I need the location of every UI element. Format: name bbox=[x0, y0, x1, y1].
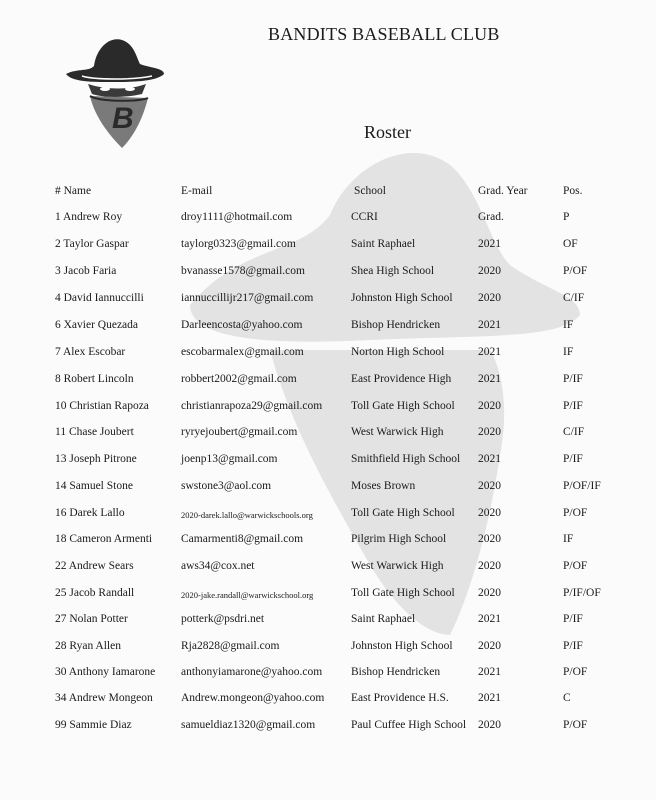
player-email: taylorg0323@gmail.com bbox=[181, 238, 296, 250]
player-name: 34 Andrew Mongeon bbox=[55, 692, 153, 704]
column-header-school: School bbox=[354, 185, 386, 197]
player-name: 2 Taylor Gaspar bbox=[55, 238, 129, 250]
player-name: 3 Jacob Faria bbox=[55, 265, 117, 277]
player-grad-year: 2020 bbox=[478, 533, 501, 545]
table-row bbox=[0, 400, 656, 418]
player-email: bvanasse1578@gmail.com bbox=[181, 265, 305, 277]
table-row bbox=[0, 346, 656, 364]
player-grad-year: 2021 bbox=[478, 373, 501, 385]
player-grad-year: 2020 bbox=[478, 507, 501, 519]
player-position: P/IF bbox=[563, 453, 583, 465]
player-email: escobarmalex@gmail.com bbox=[181, 346, 304, 358]
player-position: P/IF bbox=[563, 373, 583, 385]
table-row bbox=[0, 453, 656, 471]
player-name: 11 Chase Joubert bbox=[55, 426, 134, 438]
player-grad-year: 2020 bbox=[478, 426, 501, 438]
player-email: iannuccillijr217@gmail.com bbox=[181, 292, 314, 304]
player-email: ryryejoubert@gmail.com bbox=[181, 426, 298, 438]
logo-letter: B bbox=[112, 102, 134, 135]
player-name: 30 Anthony Iamarone bbox=[55, 666, 156, 678]
player-school: West Warwick High bbox=[351, 426, 444, 438]
player-school: Toll Gate High School bbox=[351, 507, 455, 519]
player-school: Pilgrim High School bbox=[351, 533, 447, 545]
table-row bbox=[0, 613, 656, 631]
table-row bbox=[0, 692, 656, 710]
player-name: 27 Nolan Potter bbox=[55, 613, 128, 625]
player-name: 10 Christian Rapoza bbox=[55, 400, 149, 412]
bandit-cowboy-logo-icon bbox=[60, 28, 170, 153]
player-school: Bishop Hendricken bbox=[351, 666, 441, 678]
player-email: Rja2828@gmail.com bbox=[181, 640, 280, 652]
table-row bbox=[0, 587, 656, 605]
player-grad-year: 2021 bbox=[478, 346, 501, 358]
player-grad-year: 2020 bbox=[478, 265, 501, 277]
player-position: P/IF bbox=[563, 400, 583, 412]
player-name: 99 Sammie Diaz bbox=[55, 719, 132, 731]
player-school: Shea High School bbox=[351, 265, 435, 277]
table-row bbox=[0, 666, 656, 684]
player-position: P/OF bbox=[563, 560, 588, 572]
player-name: 13 Joseph Pitrone bbox=[55, 453, 137, 465]
player-name: 25 Jacob Randall bbox=[55, 587, 135, 599]
player-name: 18 Cameron Armenti bbox=[55, 533, 153, 545]
player-position: P/OF bbox=[563, 719, 588, 731]
table-row bbox=[0, 533, 656, 551]
player-grad-year: 2021 bbox=[478, 692, 501, 704]
player-position: P/OF bbox=[563, 265, 588, 277]
player-name: 1 Andrew Roy bbox=[55, 211, 123, 223]
player-name: 4 David Iannuccilli bbox=[55, 292, 144, 304]
player-name: 6 Xavier Quezada bbox=[55, 319, 139, 331]
column-header-grad-year: Grad. Year bbox=[478, 185, 528, 197]
player-position: IF bbox=[563, 346, 574, 358]
table-row bbox=[0, 480, 656, 498]
player-school: Toll Gate High School bbox=[351, 400, 455, 412]
player-email: anthonyiamarone@yahoo.com bbox=[181, 666, 323, 678]
player-school: Paul Cuffee High School bbox=[351, 719, 467, 731]
player-email: Andrew.mongeon@yahoo.com bbox=[181, 692, 325, 704]
player-email: potterk@psdri.net bbox=[181, 613, 265, 625]
table-row bbox=[0, 211, 656, 229]
player-school: East Providence H.S. bbox=[351, 692, 449, 704]
player-name: 14 Samuel Stone bbox=[55, 480, 133, 492]
player-name: 22 Andrew Sears bbox=[55, 560, 134, 572]
table-row bbox=[0, 265, 656, 283]
player-school: Moses Brown bbox=[351, 480, 416, 492]
player-email: 2020-jake.randall@warwickschool.org bbox=[181, 590, 314, 600]
player-name: 16 Darek Lallo bbox=[55, 507, 125, 519]
table-row bbox=[0, 292, 656, 310]
player-school: Johnston High School bbox=[351, 292, 453, 304]
player-position: P bbox=[563, 211, 570, 223]
player-grad-year: Grad. bbox=[478, 211, 504, 223]
player-position: P/OF bbox=[563, 507, 588, 519]
player-grad-year: 2021 bbox=[478, 453, 501, 465]
player-name: 28 Ryan Allen bbox=[55, 640, 121, 652]
table-row bbox=[0, 373, 656, 391]
player-email: Darleencosta@yahoo.com bbox=[181, 319, 303, 331]
player-grad-year: 2020 bbox=[478, 292, 501, 304]
player-position: P/IF bbox=[563, 640, 583, 652]
roster-title: Roster bbox=[364, 122, 411, 142]
player-position: P/IF bbox=[563, 613, 583, 625]
player-grad-year: 2020 bbox=[478, 640, 501, 652]
column-header-name: # Name bbox=[55, 185, 92, 197]
player-school: East Providence High bbox=[351, 373, 452, 385]
table-row bbox=[0, 426, 656, 444]
player-school: Johnston High School bbox=[351, 640, 453, 652]
player-grad-year: 2021 bbox=[478, 666, 501, 678]
player-school: Saint Raphael bbox=[351, 238, 416, 250]
player-position: C bbox=[563, 692, 571, 704]
player-email: droy1111@hotmail.com bbox=[181, 211, 293, 223]
player-grad-year: 2021 bbox=[478, 613, 501, 625]
column-header-pos: Pos. bbox=[563, 185, 583, 197]
player-grad-year: 2020 bbox=[478, 587, 501, 599]
table-row bbox=[0, 640, 656, 658]
player-position: IF bbox=[563, 319, 574, 331]
player-email: Camarmenti8@gmail.com bbox=[181, 533, 304, 545]
player-school: CCRI bbox=[351, 211, 378, 223]
table-row bbox=[0, 507, 656, 525]
column-header-email: E-mail bbox=[181, 185, 213, 197]
player-email: swstone3@aol.com bbox=[181, 480, 272, 492]
player-school: Norton High School bbox=[351, 346, 445, 358]
player-position: P/IF/OF bbox=[563, 587, 601, 599]
player-position: P/OF/IF bbox=[563, 480, 601, 492]
player-email: joenp13@gmail.com bbox=[181, 453, 278, 465]
player-position: OF bbox=[563, 238, 578, 250]
player-position: IF bbox=[563, 533, 574, 545]
table-row bbox=[0, 560, 656, 578]
player-school: Saint Raphael bbox=[351, 613, 416, 625]
player-school: Toll Gate High School bbox=[351, 587, 455, 599]
player-grad-year: 2021 bbox=[478, 319, 501, 331]
table-row bbox=[0, 238, 656, 256]
table-row bbox=[0, 319, 656, 337]
club-title: BANDITS BASEBALL CLUB bbox=[268, 24, 500, 44]
player-grad-year: 2020 bbox=[478, 560, 501, 572]
player-name: 7 Alex Escobar bbox=[55, 346, 126, 358]
player-school: West Warwick High bbox=[351, 560, 444, 572]
player-email: christianrapoza29@gmail.com bbox=[181, 400, 323, 412]
player-grad-year: 2020 bbox=[478, 400, 501, 412]
player-email: robbert2002@gmail.com bbox=[181, 373, 297, 385]
player-position: C/IF bbox=[563, 426, 585, 438]
table-row bbox=[0, 719, 656, 737]
player-grad-year: 2020 bbox=[478, 719, 501, 731]
player-email: samueldiaz1320@gmail.com bbox=[181, 719, 316, 731]
player-position: P/OF bbox=[563, 666, 588, 678]
player-email: aws34@cox.net bbox=[181, 560, 255, 572]
player-email: 2020-darek.lallo@warwickschools.org bbox=[181, 510, 313, 520]
player-school: Bishop Hendricken bbox=[351, 319, 441, 331]
player-name: 8 Robert Lincoln bbox=[55, 373, 134, 385]
player-position: C/IF bbox=[563, 292, 585, 304]
player-grad-year: 2020 bbox=[478, 480, 501, 492]
player-school: Smithfield High School bbox=[351, 453, 461, 465]
player-grad-year: 2021 bbox=[478, 238, 501, 250]
